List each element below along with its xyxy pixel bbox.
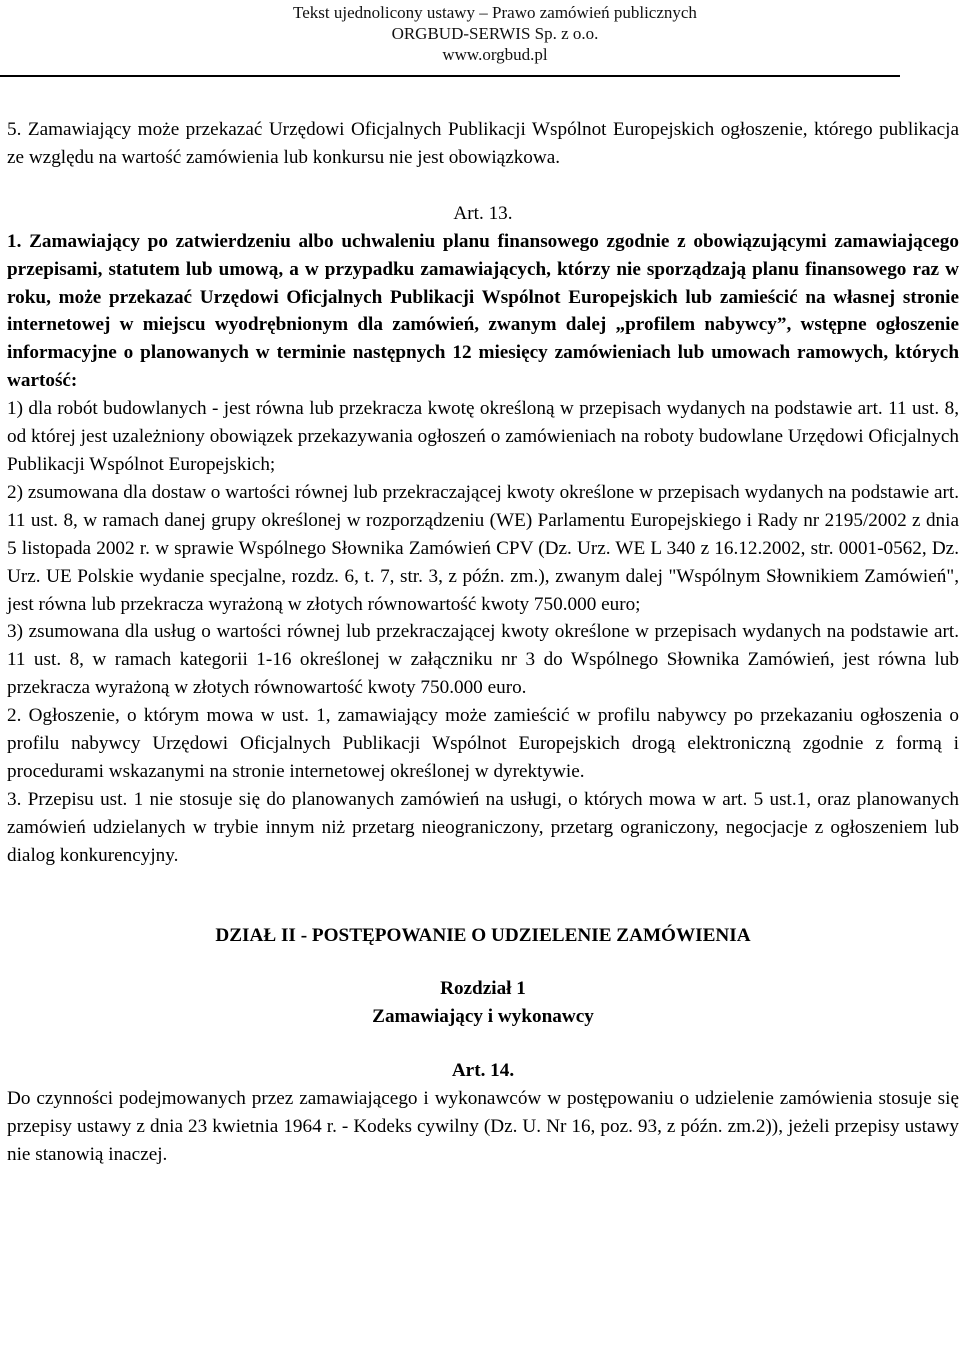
header-divider	[0, 75, 900, 77]
art-13-item-1: 1) dla robót budowlanych - jest równa lub przekracza kwotę określoną w przepisach wydanych na podstawie art. 11 ust. 8, od której jest uzależniony obowiązek przekazywania ogłoszeń o zamówieniach na roboty budowlane Urzędowi Oficjalnych Publikacji Wspólnot Europejskich;	[7, 398, 959, 475]
art-14-heading: Art. 14.	[451, 1060, 515, 1082]
paragraph-5: 5. Zamawiający może przekazać Urzędowi Oficjalnych Publikacji Wspólnot Europejskich ogłoszenie, którego publikacja ze względu na wartość zamówienia lub konkursu nie jest obowiązkowa.	[7, 119, 959, 168]
art-13-paragraph-1: 1. Zamawiający po zatwierdzeniu albo uchwaleniu planu finansowego zgodnie z obowiązującymi zamawiającego przepisami, statutem lub umową, a w przypadku zamawiających, którzy nie sporządzają planu finansowego raz w roku, może przekazać Urzędowi Oficjalnych Publikacji Wspólnot Europejskich lub zamieścić na własnej stronie internetowej w miejscu wyodrębnionym dla zamówień, zwanym dalej „profilem nabywcy”, wstępne ogłoszenie informacyjne o planowanych w terminie następnych 12 miesięcy zamówieniach lub umowach ramowych, których wartość:	[7, 230, 959, 392]
art-13-paragraph-2: 2. Ogłoszenie, o którym mowa w ust. 1, zamawiający może zamieścić w profilu nabywcy po przekazaniu ogłoszenia o profilu nabywcy Urzędowi Oficjalnych Publikacji Wspólnot Europejskich drogą elektroniczną zgodnie z formą i procedurami wskazanymi na stronie internetowej określonej w dyrektywie.	[7, 705, 959, 782]
art-13-item-2: 2) zsumowana dla dostaw o wartości równej lub przekraczającej kwoty określone w przepisach wydanych na podstawie art. 11 ust. 8, w ramach danej grupy określonej w rozporządzeniu (WE) Parlamentu Europejskiego i Rady nr 2195/2002 z dnia 5 listopada 2002 r. w sprawie Wspólnego Słownika Zamówień CPV (Dz. Urz. WE L 340 z 16.12.2002, str. 0001-0562, Dz. Urz. UE Polskie wydanie specjalne, rozdz. 6, t. 7, str. 3, z późn. zm.), zwanym dalej "Wspólnym Słownikiem Zamówień", jest równa lub przekracza wyrażoną w złotych równowartość kwoty 750.000 euro;	[7, 481, 959, 615]
header-publisher: ORGBUD-SERWIS Sp. z o.o.	[391, 24, 599, 43]
art-14-text: Do czynności podejmowanych przez zamawiającego i wykonawców w postępowaniu o udzielenie zamówienia stosuje się przepisy ustawy z dnia 23 kwietnia 1964 r. - Kodeks cywilny (Dz. U. Nr 16, poz. 93, z późn. zm.2)), jeżeli przepisy ustawy nie stanowią inaczej.	[7, 1088, 959, 1165]
division-heading: DZIAŁ II - POSTĘPOWANIE O UDZIELENIE ZAMÓWIENIA	[215, 924, 751, 946]
header-title: Tekst ujednolicony ustawy – Prawo zamówień publicznych	[293, 3, 697, 22]
art-13-paragraph-3: 3. Przepisu ust. 1 nie stosuje się do planowanych zamówień na usługi, o których mowa w art. 5 ust.1, oraz planowanych zamówień udzielanych w trybie innym niż przetarg nieograniczony, przetarg ograniczony, negocjacje z ogłoszeniem lub dialog konkurencyjny.	[7, 788, 959, 866]
art-13-heading: Art. 13.	[453, 202, 513, 224]
chapter-heading: Rozdział 1	[440, 978, 526, 1000]
header-website: www.orgbud.pl	[442, 45, 548, 64]
art-13-item-3: 3) zsumowana dla usług o wartości równej lub przekraczającej kwoty określone w przepisach wydanych na podstawie art. 11 ust. 8, w ramach kategorii 1-16 określonej w załączniku nr 3 do Wspólnego Słownika Zamówień, jest równa lub przekracza wyrażoną w złotych równowartość kwoty 750.000 euro.	[7, 621, 959, 699]
chapter-title: Zamawiający i wykonawcy	[372, 1006, 594, 1028]
document-header	[0, 2, 960, 65]
document-body	[7, 116, 959, 1169]
